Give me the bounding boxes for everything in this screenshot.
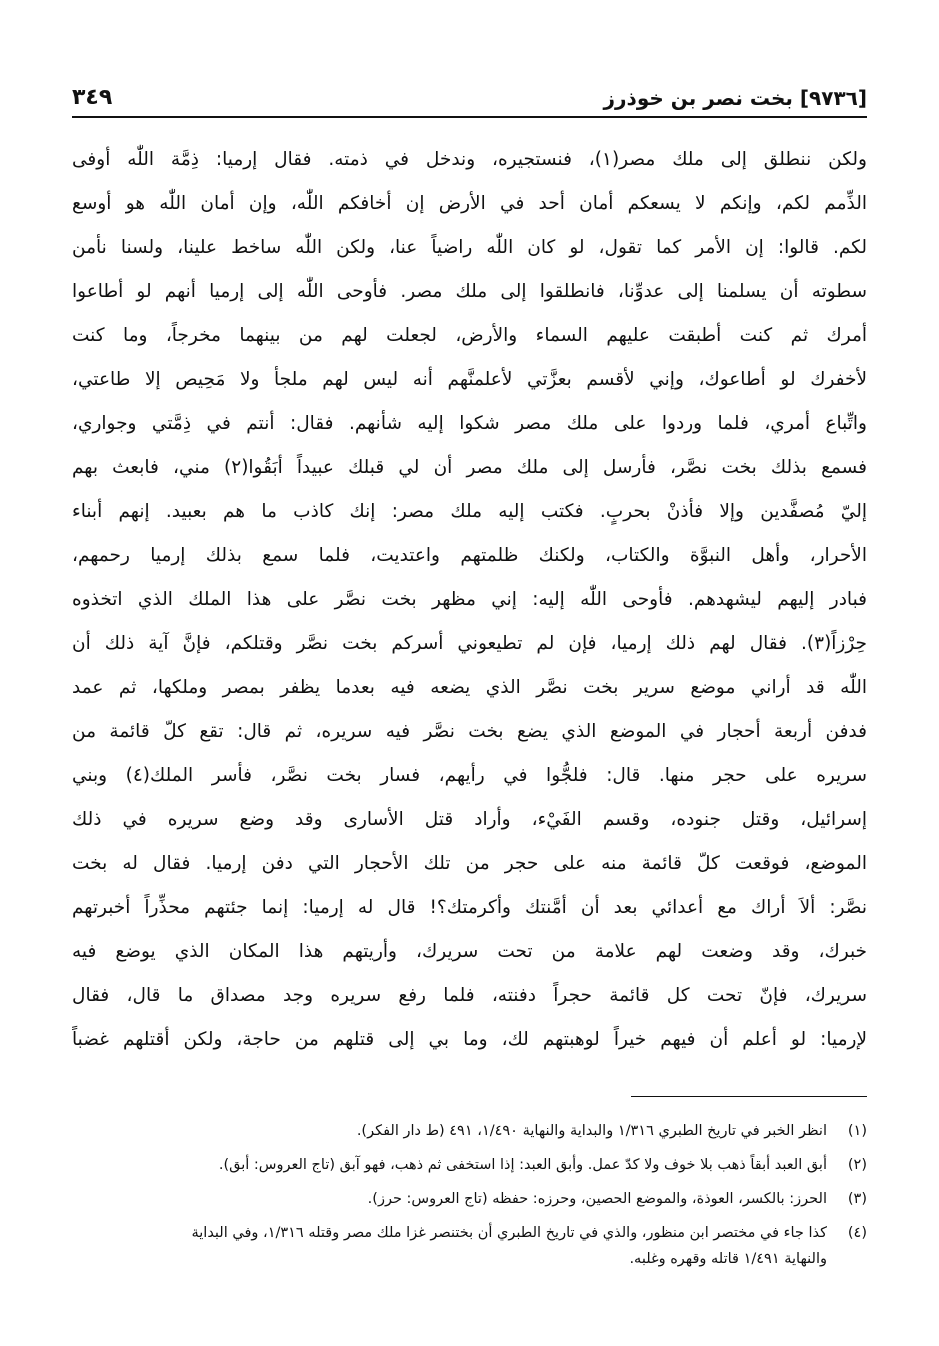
footnote-line: أبق العبد أبقاً ذهب بلا خوف ولا كدّ عمل. وأبق العبد: إذا استخفى ثم ذهب، فهو آبق (تاج العروس: أبق). xyxy=(218,1157,827,1173)
text-line: لأخفرك لو أطاعوك، وإني لأقسم بعزَّتي لأعلمنَّهم أنه ليس لهم ملجأ ولا مَحِيص إلا طاعتي، xyxy=(72,369,867,390)
footnote-text xyxy=(78,1118,827,1144)
footnote-text xyxy=(78,1152,827,1178)
footnote-number: (٢) xyxy=(847,1157,867,1173)
text-line: اللّٰه قد أراني موضع سرير بخت نصَّر الذي يضعه فيه بعدما يظفر بمصر وملكها، ثم عمد xyxy=(72,677,867,698)
text-line: إسرائيل، وقتل جنوده، وقسم الفَيْء، وأراد قتل الأسارى وقد وضع سريره في ذلك xyxy=(72,809,867,830)
text-line: سريرك، فإنّ تحت كل قائمة حجراً دفنته، فلما رفع سريره وجد مصداق ما قال، فقال xyxy=(72,985,867,1006)
text-line: لكم. قالوا: إن الأمر كما تقول، لو كان اللّٰه راضياً عنا، ولكن اللّٰه ساخط علينا، ولسنا نأمن xyxy=(72,237,867,258)
footnote-line: انظر الخبر في تاريخ الطبري ١/٣١٦ والبداية والنهاية ١/٤٩٠، ٤٩١ (ط دار الفكر). xyxy=(356,1123,827,1139)
footnote-number: (٤) xyxy=(847,1225,867,1241)
footnote xyxy=(78,1220,867,1272)
footnote xyxy=(78,1118,867,1144)
footnote-text xyxy=(78,1220,827,1272)
footnote-number: (٣) xyxy=(847,1191,867,1207)
footnotes xyxy=(78,1118,867,1280)
text-line: الأحرار، وأهل النبوَّة والكتاب، ولكنك ظلمتهم واعتديت، فلما سمع بذلك إرميا رحمهم، xyxy=(72,545,867,566)
main-text xyxy=(72,138,867,1062)
footnote-line: الحرز: بالكسر، العوذة، والموضع الحصين، وحرزه: حفظه (تاج العروس: حرز). xyxy=(367,1191,827,1207)
text-line: نصَّر: ألاَ أراك مع أعدائي بعد أن أمَّنتك وأكرمتك؟! قال له إرميا: إنما جئتهم محذِّراً أخبرتهم xyxy=(72,897,867,918)
text-line: سطوته أن يسلمنا إلى عدوِّنا، فانطلقوا إلى ملك مصر. فأوحى اللّٰه إلى إرميا أنهم لو أطاعوا xyxy=(72,281,867,302)
text-line: الموضع، فوقعت كلّ قائمة منه على حجر من تلك الأحجار التي دفن إرميا. فقال له بخت xyxy=(72,853,867,874)
text-line: خبرك، وقد وضعت لهم علامة من تحت سريرك، وأريتهم هذا المكان الذي يوضع فيه xyxy=(72,941,867,962)
footnote xyxy=(78,1186,867,1212)
page-number: ٣٤٩ xyxy=(72,85,113,110)
text-line: واتِّباع أمري، فلما وردوا على ملك مصر شكوا إليه شأنهم. فقال: أنتم في ذِمَّتي وجواري، xyxy=(72,413,867,434)
footnote-line: والنهاية ١/٤٩١ قاتله وقهره وغلبه. xyxy=(629,1251,827,1267)
text-line: حِرْزاً(٣). فقال لهم ذلك إرميا، فإن لم تطيعوني أسركم بخت نصَّر وقتلكم، فإنَّ آية ذلك أن xyxy=(72,633,867,654)
footnote-line: كذا جاء في مختصر ابن منظور، والذي في تاريخ الطبري أن بختنصر غزا ملك مصر وقتله ١/٣١٦، وفي البداية xyxy=(191,1225,827,1241)
footnote-number: (١) xyxy=(847,1123,867,1139)
text-line: سريره على حجر منها. قال: فلجُّوا في رأيهم، فسار بخت نصَّر، فأسر الملك(٤) وبني xyxy=(72,765,867,786)
page-header xyxy=(72,78,867,118)
text-line: فسمع بذلك بخت نصَّر، فأرسل إلى ملك مصر أن لي قبلك عبيداً أبَقُوا(٢) مني، فابعث بهم xyxy=(72,457,867,478)
footnote-separator xyxy=(631,1096,867,1097)
running-title: [٩٧٣٦] بخت نصر بن خوذرز xyxy=(603,86,867,110)
text-line: فبادر إليهم ليشهدهم. فأوحى اللّٰه إليه: إني مظهر بخت نصَّر على هذا الملك الذي اتخذوه xyxy=(72,589,867,610)
text-line: أمرك ثم كنت أطبقت عليهم السماء والأرض، لجعلت لهم من بينهما مخرجاً، وما كنت xyxy=(72,325,867,346)
footnote-text xyxy=(78,1186,827,1212)
text-line: إليّ مُصفَّدين وإلا فأذنْ بحربٍ. فكتب إليه ملك مصر: إنك كاذب ما هم بعبيد. إنهم أبناء xyxy=(72,501,867,522)
text-line: لإرميا: لو أعلم أن فيهم خيراً لوهبتهم لك، وما بي إلى قتلهم من حاجة، ولكن أقتلهم غضباً xyxy=(72,1029,867,1050)
text-line: فدفن أربعة أحجار في الموضع الذي يضع بخت نصَّر فيه سريره، ثم قال: تقع كلّ قائمة من xyxy=(72,721,867,742)
text-line: ولكن ننطلق إلى ملك مصر(١)، فنستجيره، وندخل في ذمته. فقال إرميا: ذِمَّة اللّٰه أوفى xyxy=(72,149,867,170)
text-line: الذِّمم لكم، وإنكم لا يسعكم أمان أحد في الأرض إن أخافكم اللّٰه، وإن أمان اللّٰه هو أوسع xyxy=(72,193,867,214)
footnote xyxy=(78,1152,867,1178)
